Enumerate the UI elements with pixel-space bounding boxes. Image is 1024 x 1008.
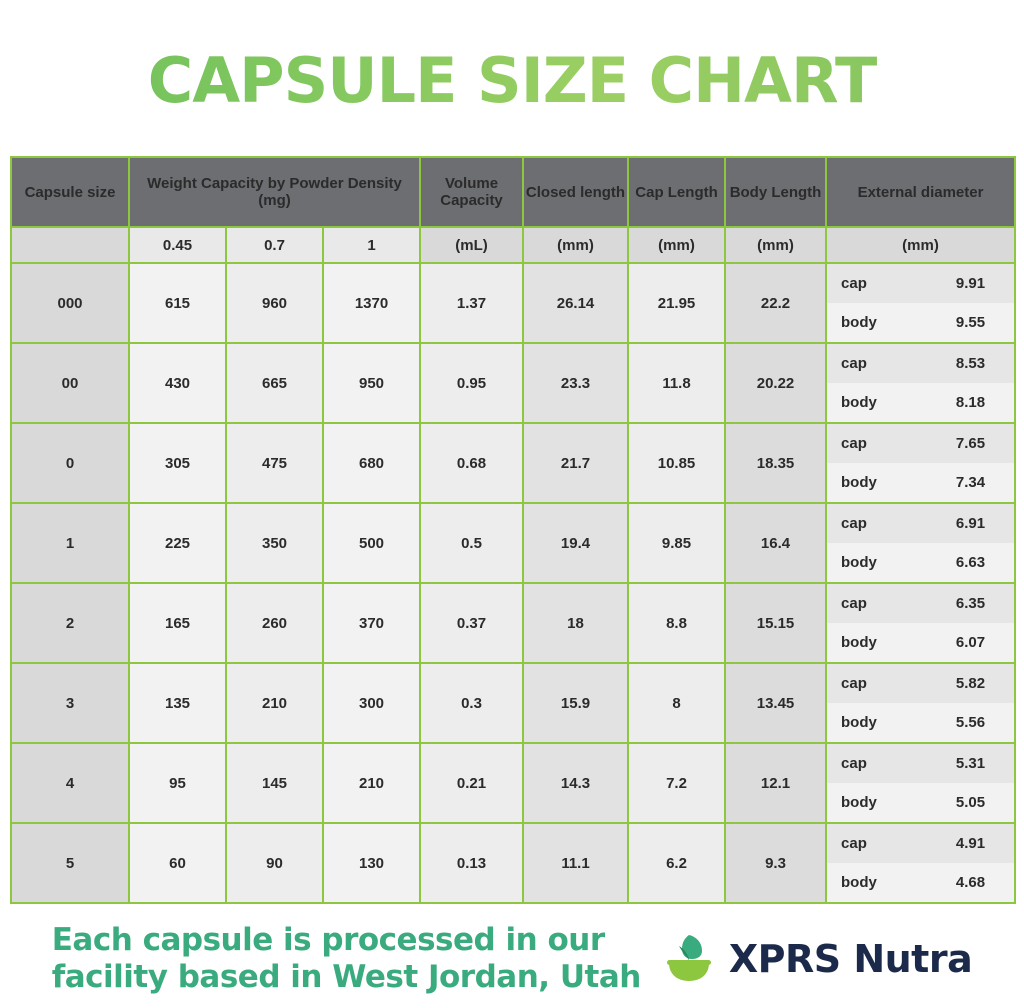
ext-cap-row — [827, 344, 1014, 383]
cell-w07: 145 — [226, 743, 323, 823]
subheader-body-units: (mm) — [725, 227, 826, 263]
cell-w045: 615 — [129, 263, 226, 343]
ext-cap-row — [827, 824, 1014, 863]
cell-closed: 14.3 — [523, 743, 628, 823]
cell-volume: 0.37 — [420, 583, 523, 663]
cell-w07: 475 — [226, 423, 323, 503]
cell-w07: 960 — [226, 263, 323, 343]
table-row — [11, 263, 1015, 343]
ext-cap-row — [827, 504, 1014, 543]
col-weight-capacity: Weight Capacity by Powder Density (mg) — [129, 157, 420, 227]
ext-cap-label: cap — [841, 275, 867, 293]
page-title: CAPSULE SIZE CHART — [0, 42, 1024, 115]
ext-cap-row — [827, 424, 1014, 463]
cell-volume: 0.13 — [420, 823, 523, 903]
ext-body-label: body — [841, 554, 877, 572]
cell-body-length: 22.2 — [725, 263, 826, 343]
col-body-length: Body Length — [725, 157, 826, 227]
cell-volume: 0.5 — [420, 503, 523, 583]
ext-cap-label: cap — [841, 595, 867, 613]
ext-body-row — [827, 543, 1014, 582]
cell-closed: 23.3 — [523, 343, 628, 423]
cell-volume: 0.95 — [420, 343, 523, 423]
cell-external-diameter — [826, 823, 1015, 903]
ext-cap-value: 7.65 — [955, 435, 986, 453]
subheader-row — [11, 227, 1015, 263]
ext-cap-value: 9.91 — [955, 275, 986, 293]
table-row — [11, 343, 1015, 423]
cell-cap-length: 8.8 — [628, 583, 725, 663]
cell-cap-length: 11.8 — [628, 343, 725, 423]
ext-cap-label: cap — [841, 435, 867, 453]
ext-cap-value: 6.35 — [955, 595, 986, 613]
cell-w07: 210 — [226, 663, 323, 743]
ext-body-value: 9.55 — [955, 314, 986, 332]
ext-body-label: body — [841, 874, 877, 892]
cell-cap-length: 21.95 — [628, 263, 725, 343]
ext-body-value: 6.63 — [955, 554, 986, 572]
ext-body-row — [827, 703, 1014, 742]
cell-cap-length: 6.2 — [628, 823, 725, 903]
subheader-closed-units: (mm) — [523, 227, 628, 263]
footer-tagline — [52, 922, 641, 995]
ext-body-value: 5.56 — [955, 714, 986, 732]
leaf-mortar-icon — [659, 929, 719, 989]
cell-closed: 18 — [523, 583, 628, 663]
ext-cap-label: cap — [841, 675, 867, 693]
cell-w1: 1370 — [323, 263, 420, 343]
ext-cap-value: 8.53 — [955, 355, 986, 373]
ext-cap-value: 6.91 — [955, 515, 986, 533]
ext-cap-label: cap — [841, 515, 867, 533]
cell-cap-length: 8 — [628, 663, 725, 743]
header-row — [11, 157, 1015, 227]
ext-body-row — [827, 863, 1014, 902]
cell-volume: 0.21 — [420, 743, 523, 823]
cell-external-diameter — [826, 263, 1015, 343]
ext-body-row — [827, 783, 1014, 822]
ext-body-label: body — [841, 714, 877, 732]
cell-external-diameter — [826, 503, 1015, 583]
subheader-external-units: (mm) — [826, 227, 1015, 263]
cell-size: 3 — [11, 663, 129, 743]
capsule-size-table — [10, 156, 1016, 904]
cell-w07: 90 — [226, 823, 323, 903]
ext-cap-row — [827, 664, 1014, 703]
cell-w1: 300 — [323, 663, 420, 743]
cell-volume: 0.68 — [420, 423, 523, 503]
table-row — [11, 663, 1015, 743]
cell-w1: 500 — [323, 503, 420, 583]
ext-body-label: body — [841, 474, 877, 492]
col-closed-length: Closed length — [523, 157, 628, 227]
ext-body-row — [827, 383, 1014, 422]
col-capsule-size: Capsule size — [11, 157, 129, 227]
table-row — [11, 823, 1015, 903]
footer-line-2: facility based in West Jordan, Utah — [51, 958, 641, 995]
cell-body-length: 18.35 — [725, 423, 826, 503]
table-container — [0, 156, 1024, 904]
col-external-diameter: External diameter — [826, 157, 1015, 227]
ext-body-label: body — [841, 314, 877, 332]
ext-body-label: body — [841, 394, 877, 412]
brand-logo — [659, 929, 972, 989]
ext-body-value: 5.05 — [955, 794, 986, 812]
cell-body-length: 9.3 — [725, 823, 826, 903]
cell-body-length: 20.22 — [725, 343, 826, 423]
cell-w1: 680 — [323, 423, 420, 503]
cell-volume: 1.37 — [420, 263, 523, 343]
cell-closed: 21.7 — [523, 423, 628, 503]
ext-cap-value: 5.82 — [955, 675, 986, 693]
col-volume-capacity: Volume Capacity — [420, 157, 523, 227]
table-row — [11, 583, 1015, 663]
cell-cap-length: 10.85 — [628, 423, 725, 503]
col-cap-length: Cap Length — [628, 157, 725, 227]
cell-body-length: 12.1 — [725, 743, 826, 823]
ext-cap-value: 4.91 — [955, 835, 986, 853]
ext-body-row — [827, 463, 1014, 502]
table-row — [11, 423, 1015, 503]
ext-cap-value: 5.31 — [955, 755, 986, 773]
ext-body-value: 4.68 — [955, 874, 986, 892]
ext-cap-row — [827, 744, 1014, 783]
cell-w07: 350 — [226, 503, 323, 583]
cell-cap-length: 7.2 — [628, 743, 725, 823]
cell-external-diameter — [826, 743, 1015, 823]
ext-body-label: body — [841, 634, 877, 652]
footer — [0, 904, 1024, 1005]
cell-external-diameter — [826, 343, 1015, 423]
cell-w1: 210 — [323, 743, 420, 823]
cell-w045: 430 — [129, 343, 226, 423]
cell-external-diameter — [826, 663, 1015, 743]
ext-body-value: 6.07 — [955, 634, 986, 652]
cell-size: 00 — [11, 343, 129, 423]
cell-size: 2 — [11, 583, 129, 663]
cell-w045: 225 — [129, 503, 226, 583]
footer-line-1: Each capsule is processed in our — [51, 922, 605, 959]
cell-size: 000 — [11, 263, 129, 343]
cell-w045: 95 — [129, 743, 226, 823]
cell-size: 5 — [11, 823, 129, 903]
subheader-volume-units: (mL) — [420, 227, 523, 263]
table-row — [11, 743, 1015, 823]
ext-body-label: body — [841, 794, 877, 812]
cell-closed: 11.1 — [523, 823, 628, 903]
ext-cap-row — [827, 264, 1014, 303]
cell-closed: 19.4 — [523, 503, 628, 583]
table-body — [11, 227, 1015, 903]
cell-w045: 165 — [129, 583, 226, 663]
subheader-density-1: 1 — [323, 227, 420, 263]
capsule-size-chart-page — [0, 42, 1024, 1008]
ext-cap-label: cap — [841, 755, 867, 773]
ext-body-value: 7.34 — [955, 474, 986, 492]
subheader-density-07: 0.7 — [226, 227, 323, 263]
cell-w045: 60 — [129, 823, 226, 903]
cell-body-length: 15.15 — [725, 583, 826, 663]
ext-body-row — [827, 623, 1014, 662]
ext-cap-label: cap — [841, 835, 867, 853]
brand-name: XPRS Nutra — [728, 936, 973, 981]
cell-size: 4 — [11, 743, 129, 823]
cell-external-diameter — [826, 583, 1015, 663]
cell-w045: 305 — [129, 423, 226, 503]
subheader-capsule-size — [11, 227, 129, 263]
cell-closed: 15.9 — [523, 663, 628, 743]
cell-size: 0 — [11, 423, 129, 503]
ext-body-value: 8.18 — [955, 394, 986, 412]
cell-body-length: 16.4 — [725, 503, 826, 583]
cell-w1: 370 — [323, 583, 420, 663]
cell-size: 1 — [11, 503, 129, 583]
cell-w07: 260 — [226, 583, 323, 663]
subheader-cap-units: (mm) — [628, 227, 725, 263]
ext-body-row — [827, 303, 1014, 342]
cell-body-length: 13.45 — [725, 663, 826, 743]
table-row — [11, 503, 1015, 583]
cell-volume: 0.3 — [420, 663, 523, 743]
table-header — [11, 157, 1015, 227]
cell-w07: 665 — [226, 343, 323, 423]
cell-w045: 135 — [129, 663, 226, 743]
cell-w1: 950 — [323, 343, 420, 423]
cell-cap-length: 9.85 — [628, 503, 725, 583]
cell-closed: 26.14 — [523, 263, 628, 343]
ext-cap-row — [827, 584, 1014, 623]
subheader-density-045: 0.45 — [129, 227, 226, 263]
cell-external-diameter — [826, 423, 1015, 503]
cell-w1: 130 — [323, 823, 420, 903]
ext-cap-label: cap — [841, 355, 867, 373]
